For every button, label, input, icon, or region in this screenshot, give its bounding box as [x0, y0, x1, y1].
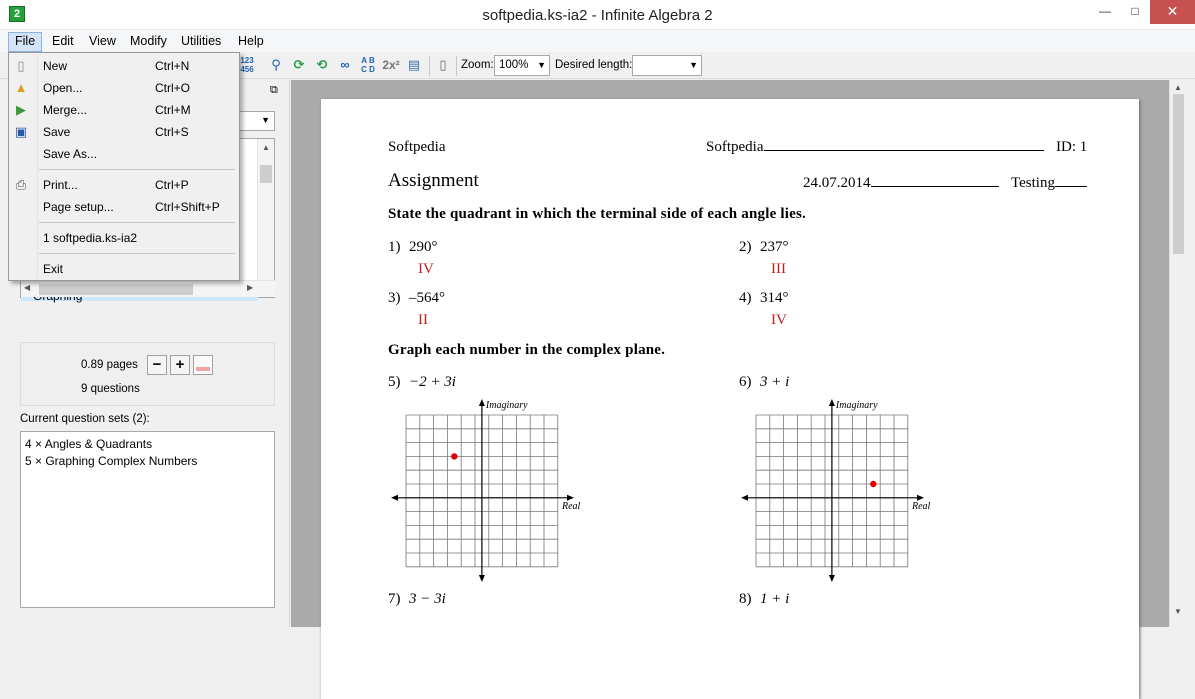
- menu-item-label: Save: [43, 125, 71, 139]
- menu-view[interactable]: View: [89, 34, 116, 48]
- menu-edit[interactable]: Edit: [52, 34, 74, 48]
- question-set-item[interactable]: 4 × Angles & Quadrants: [25, 437, 153, 451]
- toolbar-separator: [456, 56, 457, 76]
- problem-question: 314°: [760, 290, 789, 306]
- arrow-down-icon: [829, 575, 835, 582]
- scroll-thumb[interactable]: [260, 165, 272, 183]
- header-period-field: [1011, 175, 1087, 192]
- header-period: Testing: [1011, 175, 1055, 191]
- complex-plane-graph: [391, 397, 591, 582]
- chevron-up-icon[interactable]: ▲: [262, 143, 270, 152]
- arrow-down-icon: [479, 575, 485, 582]
- zoom-value: 100%: [499, 59, 529, 71]
- menu-file[interactable]: File: [8, 32, 42, 52]
- arrow-left-icon: [741, 495, 748, 501]
- page-fill-icon: [196, 367, 210, 371]
- menu-item-save[interactable]: [9, 121, 239, 143]
- problem-answer: III: [771, 261, 786, 277]
- open-folder-icon: ▲: [14, 80, 28, 95]
- merge-icon: ▶: [16, 102, 26, 117]
- scroll-thumb[interactable]: [39, 284, 193, 295]
- worksheet-page: [321, 99, 1139, 699]
- header-name-field: [706, 139, 1044, 156]
- decrease-button[interactable]: −: [147, 355, 167, 375]
- problem-number: 4): [739, 290, 752, 306]
- page-icon[interactable]: ▯: [439, 57, 447, 72]
- list-scrollbar[interactable]: [257, 139, 274, 297]
- axis-label-imaginary: Imaginary: [835, 400, 878, 411]
- menu-item-label: Print...: [43, 178, 78, 192]
- problem-number: 6): [739, 374, 752, 390]
- axis-label-real: Real: [912, 500, 931, 512]
- axis-label-real: Real: [562, 500, 581, 512]
- period-underline: [1055, 175, 1087, 187]
- header-name: Softpedia: [706, 139, 764, 155]
- document-scrollbar[interactable]: [1169, 80, 1186, 627]
- problem-number: 1): [388, 239, 401, 255]
- save-disk-icon: ▣: [14, 124, 28, 139]
- maximize-button[interactable]: □: [1131, 4, 1139, 18]
- scroll-thumb[interactable]: [1173, 94, 1184, 254]
- menu-item-label: Merge...: [43, 103, 88, 117]
- menu-item-label: 1 softpedia.ks-ia2: [43, 231, 138, 245]
- chevron-down-icon: ▼: [261, 115, 270, 125]
- page-count: 0.89 pages: [81, 359, 138, 371]
- problem-number: 3): [388, 290, 401, 306]
- header-school: Softpedia: [388, 139, 446, 155]
- instruction-quadrant: State the quadrant in which the terminal side of each angle lies.: [388, 206, 806, 222]
- chevron-up-icon[interactable]: ▲: [1174, 83, 1182, 92]
- problem-question: 290°: [409, 239, 438, 255]
- arrow-left-icon: [391, 495, 398, 501]
- document-view[interactable]: [291, 80, 1169, 627]
- name-underline: [764, 139, 1044, 151]
- menu-item-page-setup[interactable]: [9, 196, 239, 218]
- menu-item-new[interactable]: [9, 55, 239, 77]
- menu-help[interactable]: Help: [238, 34, 264, 48]
- problem-question: −2 + 3i: [409, 374, 456, 390]
- problem-number: 2): [739, 239, 752, 255]
- question-sets-label: Current question sets (2):: [20, 413, 150, 425]
- chevron-left-icon[interactable]: ◀: [24, 283, 31, 292]
- date-underline: [871, 175, 999, 187]
- menu-item-shortcut: Ctrl+N: [155, 59, 190, 73]
- menu-item-merge[interactable]: [9, 99, 239, 121]
- regenerate-all-icon[interactable]: ⟲: [316, 57, 328, 72]
- answer-choices-icon[interactable]: A B C D: [361, 56, 375, 74]
- arrow-up-icon: [829, 399, 835, 406]
- zoom-select[interactable]: [494, 55, 550, 76]
- desired-length-label: Desired length:: [555, 59, 633, 71]
- menu-item-label: Save As...: [43, 147, 98, 161]
- chevron-down-icon: ▼: [537, 60, 546, 70]
- number-format-icon[interactable]: 123 456: [240, 56, 254, 74]
- window-layout-icon[interactable]: ▤: [407, 57, 421, 72]
- menu-item-open[interactable]: [9, 77, 239, 99]
- problem-answer: IV: [418, 261, 434, 277]
- menu-item-exit[interactable]: [9, 258, 239, 280]
- problem-question: 1 + i: [760, 591, 790, 607]
- zoom-label: Zoom:: [461, 59, 494, 71]
- plotted-point: [870, 481, 876, 487]
- worksheet-title: Assignment: [388, 170, 479, 191]
- toolbar-separator: [429, 56, 430, 76]
- restore-panel-icon[interactable]: ⧉: [270, 84, 278, 96]
- list-horizontal-scrollbar[interactable]: [21, 280, 275, 297]
- menu-separator: [39, 253, 235, 254]
- problem-question: 3 + i: [760, 374, 790, 390]
- question-set-item[interactable]: 5 × Graphing Complex Numbers: [25, 454, 198, 468]
- close-button[interactable]: ✕: [1150, 0, 1195, 24]
- problem-question: 237°: [760, 239, 789, 255]
- axis-label-imaginary: Imaginary: [485, 400, 528, 411]
- window-title: softpedia.ks-ia2 - Infinite Algebra 2: [482, 7, 713, 24]
- problem-question: –564°: [409, 290, 445, 306]
- menu-item-shortcut: Ctrl+M: [155, 103, 191, 117]
- problem-question: 3 − 3i: [409, 591, 446, 607]
- question-sets-list[interactable]: [20, 431, 275, 608]
- minimize-button[interactable]: —: [1099, 4, 1111, 18]
- menu-item-shortcut: Ctrl+S: [155, 125, 189, 139]
- chevron-down-icon[interactable]: ▼: [1174, 607, 1182, 616]
- menu-item-label: Page setup...: [43, 200, 114, 214]
- instruction-complex-plane: Graph each number in the complex plane.: [388, 342, 666, 358]
- exponent-icon[interactable]: 2x²: [382, 58, 400, 72]
- chevron-down-icon: ▼: [689, 60, 698, 70]
- problem-answer: IV: [771, 312, 787, 328]
- chevron-right-icon[interactable]: ▶: [247, 283, 254, 292]
- header-date: 24.07.2014: [803, 175, 871, 191]
- menu-item-print[interactable]: [9, 174, 239, 196]
- header-id: ID: 1: [1056, 139, 1088, 155]
- menu-item-save-as[interactable]: [9, 143, 239, 165]
- search-icon[interactable]: ⚲: [271, 57, 281, 72]
- plotted-point: [451, 453, 457, 459]
- menu-item-recent-file[interactable]: [9, 227, 239, 249]
- menu-separator: [39, 169, 235, 170]
- increase-button[interactable]: +: [170, 355, 190, 375]
- menu-item-label: Exit: [43, 262, 64, 276]
- infinity-icon[interactable]: ∞: [340, 57, 350, 72]
- question-count: 9 questions: [81, 383, 140, 395]
- menu-item-shortcut: Ctrl+P: [155, 178, 189, 192]
- menu-separator: [39, 222, 235, 223]
- app-icon: 2: [9, 6, 25, 22]
- menu-item-label: New: [43, 59, 68, 73]
- page-preview-button[interactable]: [193, 355, 213, 375]
- title-bar: [0, 0, 1195, 30]
- menu-item-shortcut: Ctrl+O: [155, 81, 191, 95]
- menu-bar: [0, 30, 1195, 52]
- problem-answer: II: [418, 312, 428, 328]
- problem-number: 7): [388, 591, 401, 607]
- printer-icon: ⎙: [15, 177, 27, 192]
- file-menu: [8, 52, 240, 281]
- menu-item-label: Open...: [43, 81, 83, 95]
- menu-item-shortcut: Ctrl+Shift+P: [155, 200, 220, 214]
- menu-modify[interactable]: Modify: [130, 34, 167, 48]
- desired-length-select[interactable]: [632, 55, 702, 76]
- problem-number: 5): [388, 374, 401, 390]
- arrow-up-icon: [479, 399, 485, 406]
- complex-plane-graph: [741, 397, 941, 582]
- menu-utilities[interactable]: Utilities: [181, 34, 222, 48]
- regenerate-icon[interactable]: ⟳: [293, 57, 305, 72]
- problem-number: 8): [739, 591, 752, 607]
- header-date-field: [803, 175, 999, 192]
- page-count-box: [20, 342, 275, 406]
- new-document-icon: ▯: [17, 58, 25, 73]
